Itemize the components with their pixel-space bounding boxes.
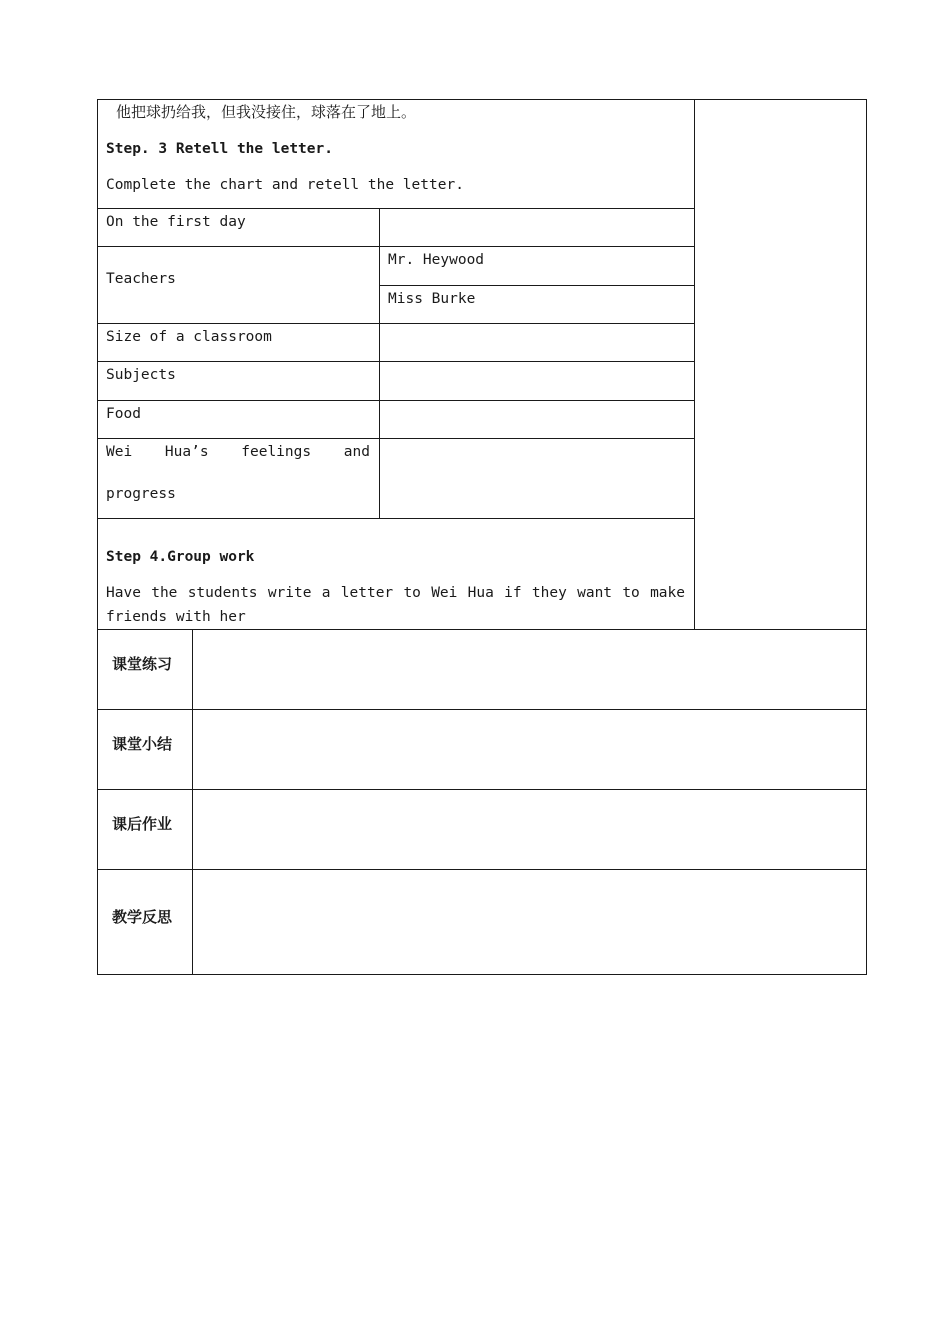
- section-summary: 课堂小结: [112, 735, 173, 753]
- step3-title: Step. 3 Retell the letter.: [106, 141, 333, 157]
- label-feelings: Wei Hua’s feelings and: [106, 444, 370, 460]
- label-first-day: On the first day: [106, 214, 246, 230]
- section-homework: 课后作业: [112, 815, 173, 833]
- step4-instruction-line1: Have the students write a letter to Wei Hua if they want to make: [106, 585, 685, 601]
- label-progress: progress: [106, 486, 176, 502]
- teacher-heywood: Mr. Heywood: [388, 252, 485, 268]
- label-subjects: Subjects: [106, 367, 176, 383]
- label-teachers: Teachers: [106, 271, 176, 287]
- teacher-burke: Miss Burke: [388, 291, 476, 307]
- section-practice: 课堂练习: [112, 655, 173, 673]
- step4-title: Step 4.Group work: [106, 549, 255, 565]
- section-reflection: 教学反思: [112, 908, 173, 926]
- row-line-a: [97, 246, 379, 247]
- chinese-sentence: 他把球扔给我，但我没接住，球落在了地上。: [116, 103, 417, 121]
- label-classroom-size: Size of a classroom: [106, 329, 272, 345]
- step4-instruction-line2: friends with her: [106, 609, 246, 625]
- step3-instruction: Complete the chart and retell the letter.: [106, 177, 464, 193]
- label-food: Food: [106, 406, 141, 422]
